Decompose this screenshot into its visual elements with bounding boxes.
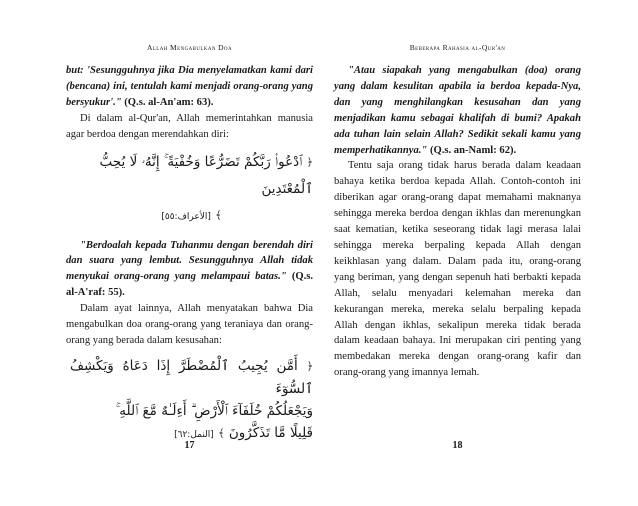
arabic-verse-reference: [الأعراف:٥٥] bbox=[161, 211, 211, 222]
paragraph bbox=[66, 63, 313, 111]
paragraph: Tentu saja orang tidak harus berada dalam keadaan bahaya ketika berdoa kepada Allah. Contoh-contoh ini diberikan agar orang-orang dapat memahami maknanya sehingga mereka berdoa dengan ikhlas dan merenungkan saat kematian, ketika seseorang tidak lagi merasa lalai sehingga mereka berpaling kepada Allah dengan keikhlasan yang dalam. Dalam pada itu, orang-orang yang beriman, yang dengan sepenuh hati berbakti kepada Allah, selalu menyadari kelemahan mereka dan kekurangan mereka, mereka selalu berpaling kepada Allah dengan ikhlas, sekalipun mereka tidak berada dalam keadaan bahaya. Ini merupakan ciri penting yang membedakan mereka dengan orang-orang kafir dan orang-orang yang imannya lemah. bbox=[334, 160, 581, 379]
arabic-verse-line: أَمَّن يُجِيبُ ٱلْمُضْطَرَّ إِذَا دَعَاهُ وَيَكْشِفُ ٱلسُّوٓءَ bbox=[70, 357, 313, 397]
verse-ornament-icon: ﴿ bbox=[306, 359, 314, 373]
quote-text: "Atau siapakah yang mengabulkan (doa) orang yang dalam kesulitan apabila ia berdoa kepada-Nya, dan yang menghilangkan kesusahan dan yang menjadikan kamu sebagai khalifah di bumi? Apakah ada tuhan lain selain Allah? Sedikit sekali kamu yang memperhatikannya." bbox=[334, 65, 581, 156]
verse-ornament-icon: ﴾ bbox=[218, 426, 225, 440]
arabic-verse-line: ٱدْعُوا۟ رَبَّكُمْ تَضَرُّعًا وَخُفْيَةً ۚ إِنَّهُۥ لَا يُحِبُّ bbox=[99, 153, 303, 170]
quote-text: but: 'Sesungguhnya jika Dia menyelamatkan kami dari (bencana) ini, tentulah kami menjadi orang-orang yang bersyukur'." bbox=[66, 65, 313, 108]
paragraph: Di dalam al-Qur'an, Allah memerintahkan manusia agar berdoa dengan merendahkan diri: bbox=[66, 112, 313, 140]
verse-reference: (Q.s. al-A'raf: 55). bbox=[66, 271, 313, 299]
right-page bbox=[334, 0, 581, 381]
arabic-verse-reference: [النمل:٦٢] bbox=[174, 429, 214, 440]
page-number-left: 17 bbox=[184, 440, 195, 451]
left-page bbox=[66, 0, 313, 454]
paragraph bbox=[66, 238, 313, 302]
verse-reference: (Q.s. al-An'am: 63). bbox=[124, 96, 214, 108]
paragraph: Dalam ayat lainnya, Allah menyatakan bahwa Dia mengabulkan doa orang-orang yang teraniaya dan orang-orang yang berada dalam kesusahan: bbox=[66, 303, 313, 346]
quote-text: "Berdoalah kepada Tuhanmu dengan berendah diri dan suara yang lembut. Sesungguhnya Allah tidak menyukai orang-orang yang melampaui batas." bbox=[66, 239, 313, 283]
arabic-verse-block bbox=[66, 355, 313, 446]
running-head-left: Allah Mengabulkan Doa bbox=[147, 43, 232, 52]
arabic-verse-line: قَلِيلًا مَّا تَذَكَّرُونَ bbox=[228, 424, 313, 441]
left-page-body bbox=[66, 63, 313, 446]
verse-ornament-icon: ﴾ bbox=[215, 208, 222, 222]
arabic-verse-line: وَيَجْعَلُكُمْ خُلَفَآءَ ٱلْأَرْضِ ۗ أَءِلَـٰهٌ مَّعَ ٱللَّهِ ۚ bbox=[115, 402, 313, 419]
paragraph bbox=[334, 63, 581, 158]
verse-reference: (Q.s. an-Naml: 62). bbox=[429, 144, 517, 156]
arabic-verse-line: ٱلْمُعْتَدِينَ bbox=[261, 180, 313, 197]
running-head-right: Beberapa Rahasia al-Qur'an bbox=[409, 43, 506, 52]
right-page-body bbox=[334, 63, 581, 381]
verse-ornament-icon: ﴿ bbox=[306, 155, 313, 169]
arabic-verse-block bbox=[66, 149, 313, 230]
page-number-right: 18 bbox=[452, 440, 463, 451]
